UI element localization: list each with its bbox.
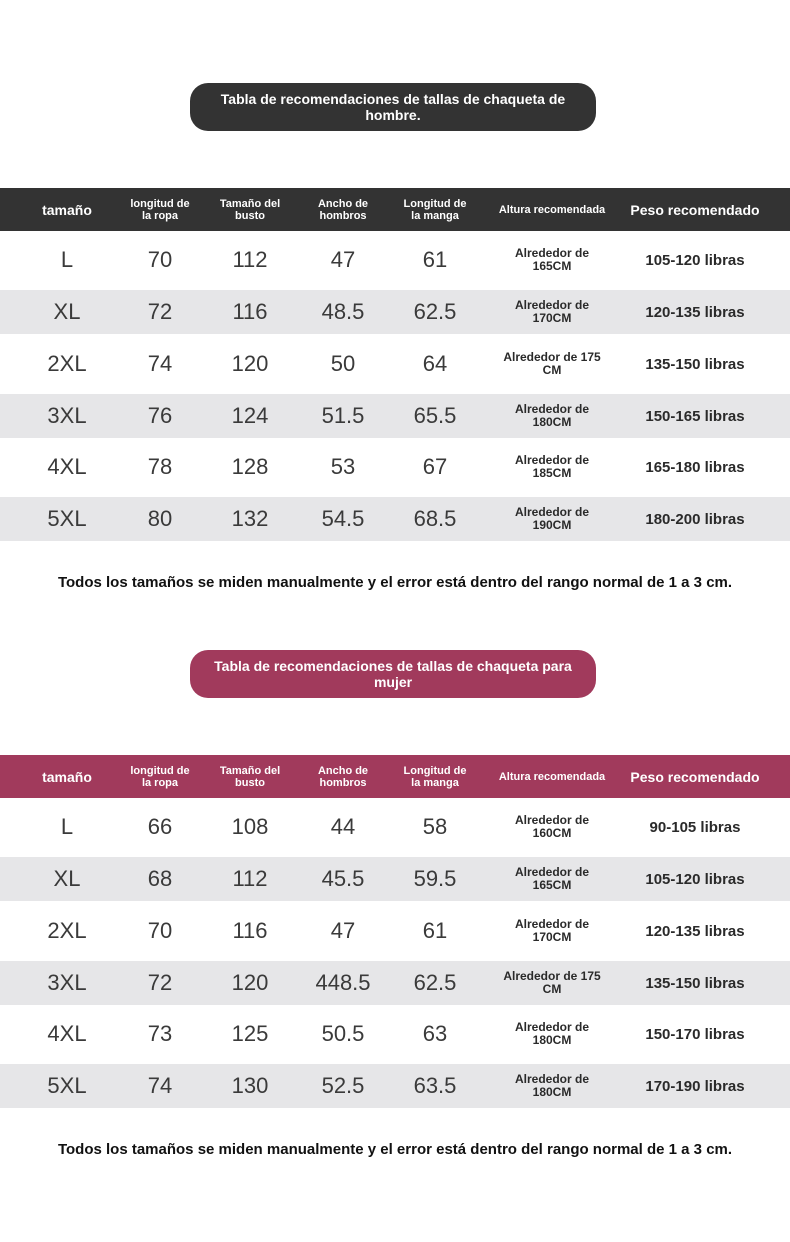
cell-bust: 125 (231, 1021, 269, 1046)
cell-shoulder: 53 (330, 454, 356, 479)
cell-size: L (60, 814, 74, 839)
cell-weight: 180-200 libras (645, 510, 745, 528)
cell-weight: 150-165 libras (645, 407, 745, 425)
cell-height: Alrededor de 165CM (514, 246, 589, 273)
cell-height: Alrededor de 175 CM (503, 969, 601, 996)
table-row (0, 961, 790, 1005)
cell-weight: 170-190 libras (645, 1077, 745, 1095)
cell-height: Alrededor de 185CM (514, 453, 589, 480)
cell-length: 74 (147, 351, 173, 376)
cell-height: Alrededor de 170CM (514, 298, 589, 325)
cell-sleeve: 64 (422, 351, 448, 376)
cell-size: 4XL (47, 1021, 87, 1046)
cell-shoulder: 448.5 (315, 970, 371, 995)
women-table-header (0, 755, 790, 798)
header-bust: Tamaño del busto (219, 197, 281, 222)
cell-weight: 90-105 libras (649, 818, 741, 836)
cell-sleeve: 59.5 (413, 866, 457, 891)
cell-sleeve: 63.5 (413, 1073, 457, 1098)
table-row (0, 394, 790, 438)
cell-weight: 135-150 libras (645, 974, 745, 992)
cell-size: 4XL (47, 454, 87, 479)
cell-bust: 116 (232, 299, 268, 324)
cell-size: XL (53, 866, 81, 891)
cell-bust: 128 (231, 454, 269, 479)
table-row (0, 290, 790, 334)
cell-shoulder: 45.5 (321, 866, 365, 891)
header-weight: Peso recomendado (630, 201, 760, 218)
cell-length: 72 (147, 299, 173, 324)
cell-shoulder: 50.5 (321, 1021, 365, 1046)
cell-shoulder: 47 (330, 247, 356, 272)
table-row (0, 497, 790, 541)
cell-weight: 105-120 libras (645, 870, 745, 888)
cell-height: Alrededor de 180CM (514, 1072, 589, 1099)
cell-bust: 108 (231, 814, 269, 839)
table-row (0, 857, 790, 901)
men-table-title: Tabla de recomendaciones de tallas de chaqueta de hombre. (190, 83, 596, 131)
table-row (0, 798, 790, 856)
cell-size: 2XL (47, 351, 87, 376)
cell-length: 78 (147, 454, 173, 479)
table-row (0, 1005, 790, 1063)
table-row (0, 901, 790, 961)
cell-weight: 105-120 libras (645, 251, 745, 269)
header-length: longitud de la ropa (130, 197, 190, 222)
cell-shoulder: 52.5 (321, 1073, 365, 1098)
cell-length: 74 (147, 1073, 173, 1098)
header-sleeve: Longitud de la manga (403, 197, 467, 222)
cell-length: 76 (147, 403, 173, 428)
cell-sleeve: 61 (422, 247, 448, 272)
cell-size: 5XL (47, 506, 87, 531)
cell-bust: 124 (231, 403, 269, 428)
cell-length: 73 (147, 1021, 173, 1046)
cell-height: Alrededor de 180CM (514, 1020, 589, 1047)
cell-sleeve: 65.5 (413, 403, 457, 428)
cell-bust: 112 (232, 247, 268, 272)
men-table-header (0, 188, 790, 231)
header-size: tamaño (42, 201, 92, 218)
cell-shoulder: 44 (330, 814, 356, 839)
women-measurement-note: Todos los tamaños se miden manualmente y el error está dentro del rango normal de 1 a 3 cm. (57, 1141, 733, 1158)
cell-height: Alrededor de 160CM (514, 813, 589, 840)
cell-weight: 120-135 libras (645, 922, 745, 940)
cell-bust: 120 (231, 351, 269, 376)
cell-length: 72 (147, 970, 173, 995)
cell-shoulder: 48.5 (321, 299, 365, 324)
header-height: Altura recomendada (498, 770, 606, 783)
cell-sleeve: 63 (422, 1021, 448, 1046)
cell-sleeve: 58 (422, 814, 448, 839)
cell-length: 68 (147, 866, 173, 891)
men-measurement-note: Todos los tamaños se miden manualmente y el error está dentro del rango normal de 1 a 3 cm. (57, 574, 733, 591)
cell-height: Alrededor de 180CM (514, 402, 589, 429)
women-table-title: Tabla de recomendaciones de tallas de chaqueta para mujer (190, 650, 596, 698)
header-bust: Tamaño del busto (219, 764, 281, 789)
cell-sleeve: 62.5 (413, 299, 457, 324)
cell-shoulder: 54.5 (321, 506, 365, 531)
cell-length: 66 (147, 814, 173, 839)
cell-weight: 165-180 libras (645, 458, 745, 476)
cell-shoulder: 51.5 (321, 403, 365, 428)
cell-size: 3XL (47, 970, 87, 995)
header-shoulder: Ancho de hombros (317, 197, 369, 222)
header-size: tamaño (42, 768, 92, 785)
cell-height: Alrededor de 175 CM (503, 350, 601, 377)
cell-weight: 120-135 libras (645, 303, 745, 321)
cell-weight: 150-170 libras (645, 1025, 745, 1043)
cell-length: 70 (147, 247, 173, 272)
cell-size: 5XL (47, 1073, 87, 1098)
table-row (0, 438, 790, 496)
cell-sleeve: 68.5 (413, 506, 457, 531)
cell-shoulder: 47 (330, 918, 356, 943)
cell-height: Alrededor de 170CM (514, 917, 589, 944)
cell-shoulder: 50 (330, 351, 356, 376)
table-row (0, 231, 790, 289)
table-row (0, 334, 790, 394)
cell-weight: 135-150 libras (645, 355, 745, 373)
header-shoulder: Ancho de hombros (317, 764, 369, 789)
cell-size: XL (53, 299, 81, 324)
cell-bust: 116 (232, 918, 268, 943)
header-sleeve: Longitud de la manga (403, 764, 467, 789)
men-size-table (0, 188, 790, 541)
header-length: longitud de la ropa (130, 764, 190, 789)
cell-sleeve: 67 (422, 454, 448, 479)
cell-size: 2XL (47, 918, 87, 943)
cell-height: Alrededor de 165CM (514, 865, 589, 892)
cell-height: Alrededor de 190CM (514, 505, 589, 532)
cell-length: 70 (147, 918, 173, 943)
cell-bust: 132 (231, 506, 269, 531)
header-height: Altura recomendada (498, 203, 606, 216)
women-size-table (0, 755, 790, 1108)
header-weight: Peso recomendado (630, 768, 760, 785)
cell-size: 3XL (47, 403, 87, 428)
cell-size: L (60, 247, 74, 272)
cell-sleeve: 61 (422, 918, 448, 943)
table-row (0, 1064, 790, 1108)
cell-sleeve: 62.5 (413, 970, 457, 995)
cell-bust: 120 (231, 970, 269, 995)
cell-length: 80 (147, 506, 173, 531)
cell-bust: 112 (232, 866, 268, 891)
cell-bust: 130 (231, 1073, 269, 1098)
